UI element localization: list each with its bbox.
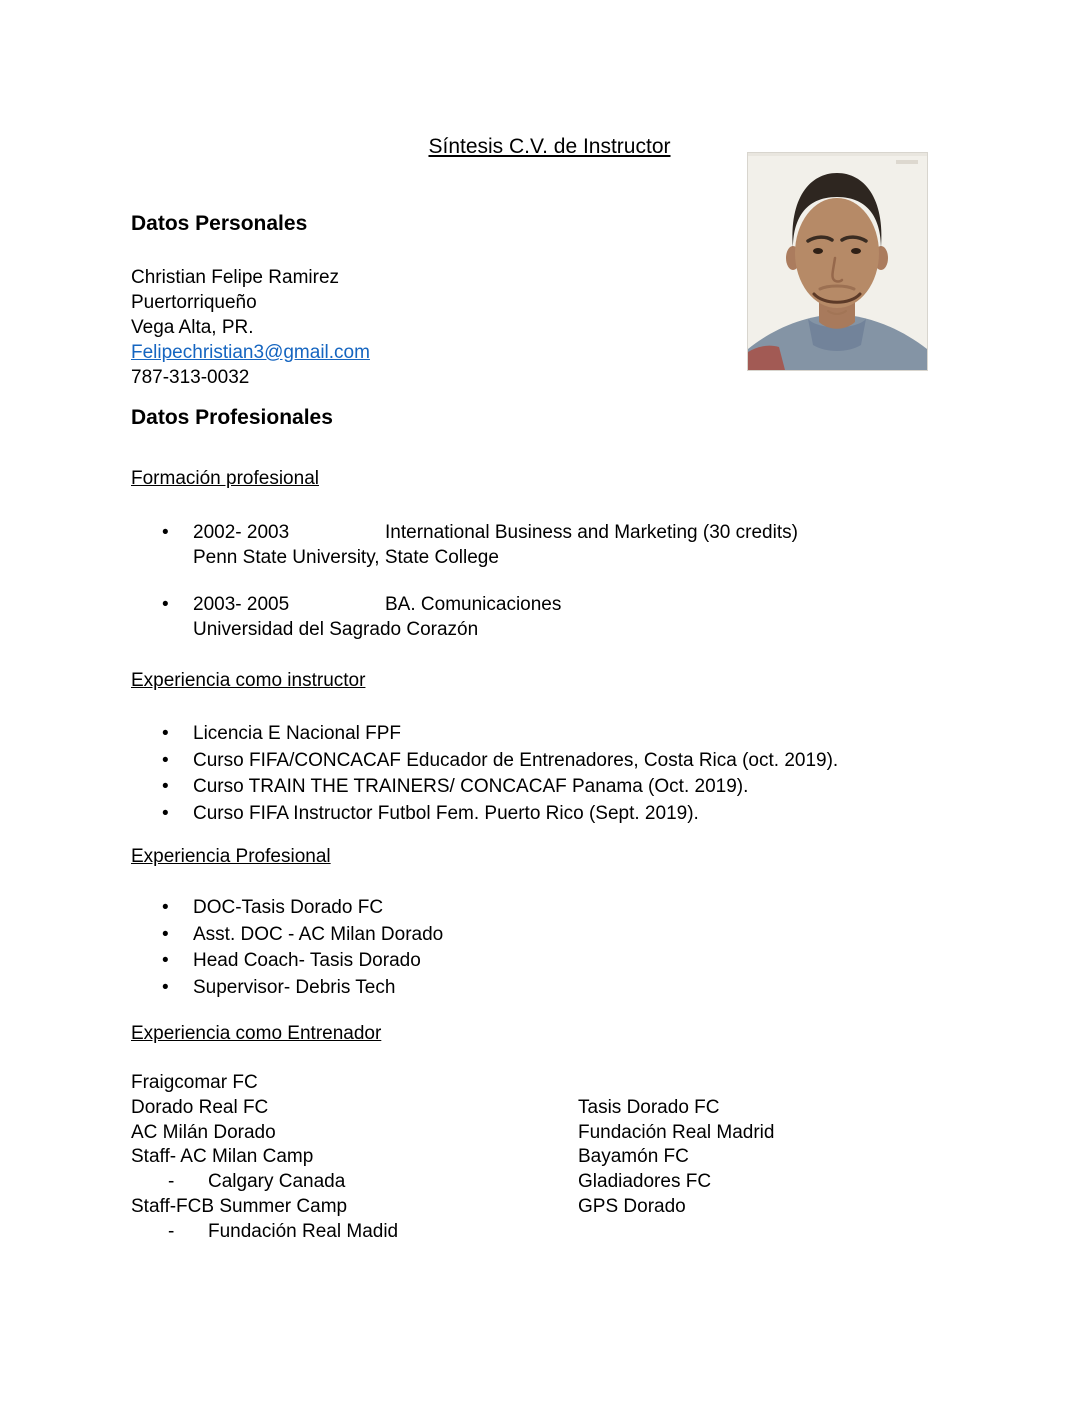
formation-list <box>131 520 968 642</box>
subsection-heading-experiencia-instructor: Experiencia como instructor <box>131 670 366 691</box>
instructor-experience-item: • Curso FIFA/CONCACAF Educador de Entrenadores, Costa Rica (oct. 2019). <box>131 748 968 775</box>
professional-experience-item: • Asst. DOC - AC Milan Dorado <box>131 922 968 949</box>
personal-city: Vega Alta, PR. <box>131 317 254 338</box>
subsection-heading-experiencia-profesional: Experiencia Profesional <box>131 846 331 867</box>
instructor-experience-item: • Licencia E Nacional FPF <box>131 721 968 748</box>
coach-team-subitem: - Calgary Canada <box>131 1170 578 1195</box>
section-heading-datos-personales: Datos Personales <box>131 212 308 235</box>
coach-team-item: Fraigcomar FC <box>131 1072 258 1093</box>
coach-team-item: AC Milán Dorado <box>131 1121 276 1143</box>
subsection-heading-experiencia-entrenador: Experiencia como Entrenador <box>131 1023 382 1044</box>
personal-name: Christian Felipe Ramirez <box>131 267 340 288</box>
coach-team-item: Fundación Real Madrid <box>578 1121 775 1143</box>
formation-degree: International Business and Marketing (30 credits) <box>385 522 798 543</box>
coach-team-item: GPS Dorado <box>578 1195 686 1217</box>
coach-team-item: Tasis Dorado FC <box>578 1096 720 1118</box>
professional-experience-item: • DOC-Tasis Dorado FC <box>131 895 968 922</box>
coach-experience-right-column <box>578 1096 968 1245</box>
email-link[interactable]: Felipechristian3@gmail.com <box>131 342 370 363</box>
professional-experience-item: • Supervisor- Debris Tech <box>131 975 968 1002</box>
formation-degree: BA. Comunicaciones <box>385 594 562 615</box>
formation-item-line1 <box>193 520 968 545</box>
professional-experience-list <box>131 895 968 1001</box>
coach-team-item: Staff- AC Milan Camp <box>131 1146 314 1168</box>
coach-experience-left-column <box>131 1071 578 1245</box>
formation-dates: 2002- 2003 <box>193 522 290 543</box>
personal-nationality: Puertorriqueño <box>131 292 257 313</box>
coach-team-item: Staff-FCB Summer Camp <box>131 1195 348 1217</box>
coach-team-item: Bayamón FC <box>578 1146 689 1168</box>
portrait-photo-illustration <box>748 153 927 370</box>
personal-phone: 787-313-0032 <box>131 367 250 388</box>
coach-team-subitem: - Fundación Real Madid <box>131 1220 578 1245</box>
subsection-heading-formacion: Formación profesional <box>131 468 319 489</box>
instructor-experience-item: • Curso TRAIN THE TRAINERS/ CONCACAF Panama (Oct. 2019). <box>131 774 968 801</box>
formation-school: Universidad del Sagrado Corazón <box>193 619 479 640</box>
coach-team-item: Dorado Real FC <box>131 1096 269 1118</box>
document-title: Síntesis C.V. de Instructor <box>428 135 671 158</box>
instructor-experience-item: • Curso FIFA Instructor Futbol Fem. Puerto Rico (Sept. 2019). <box>131 801 968 828</box>
coach-team-item: Gladiadores FC <box>578 1171 712 1193</box>
section-heading-datos-profesionales: Datos Profesionales <box>131 406 333 429</box>
instructor-experience-list <box>131 721 968 827</box>
professional-experience-item: • Head Coach- Tasis Dorado <box>131 948 968 975</box>
formation-item-line1 <box>193 592 968 617</box>
formation-item <box>131 520 968 570</box>
coach-experience-columns <box>131 1071 968 1245</box>
formation-school: Penn State University, State College <box>193 547 499 568</box>
formation-dates: 2003- 2005 <box>193 594 290 615</box>
portrait-photo <box>747 152 928 371</box>
formation-item <box>131 592 968 642</box>
